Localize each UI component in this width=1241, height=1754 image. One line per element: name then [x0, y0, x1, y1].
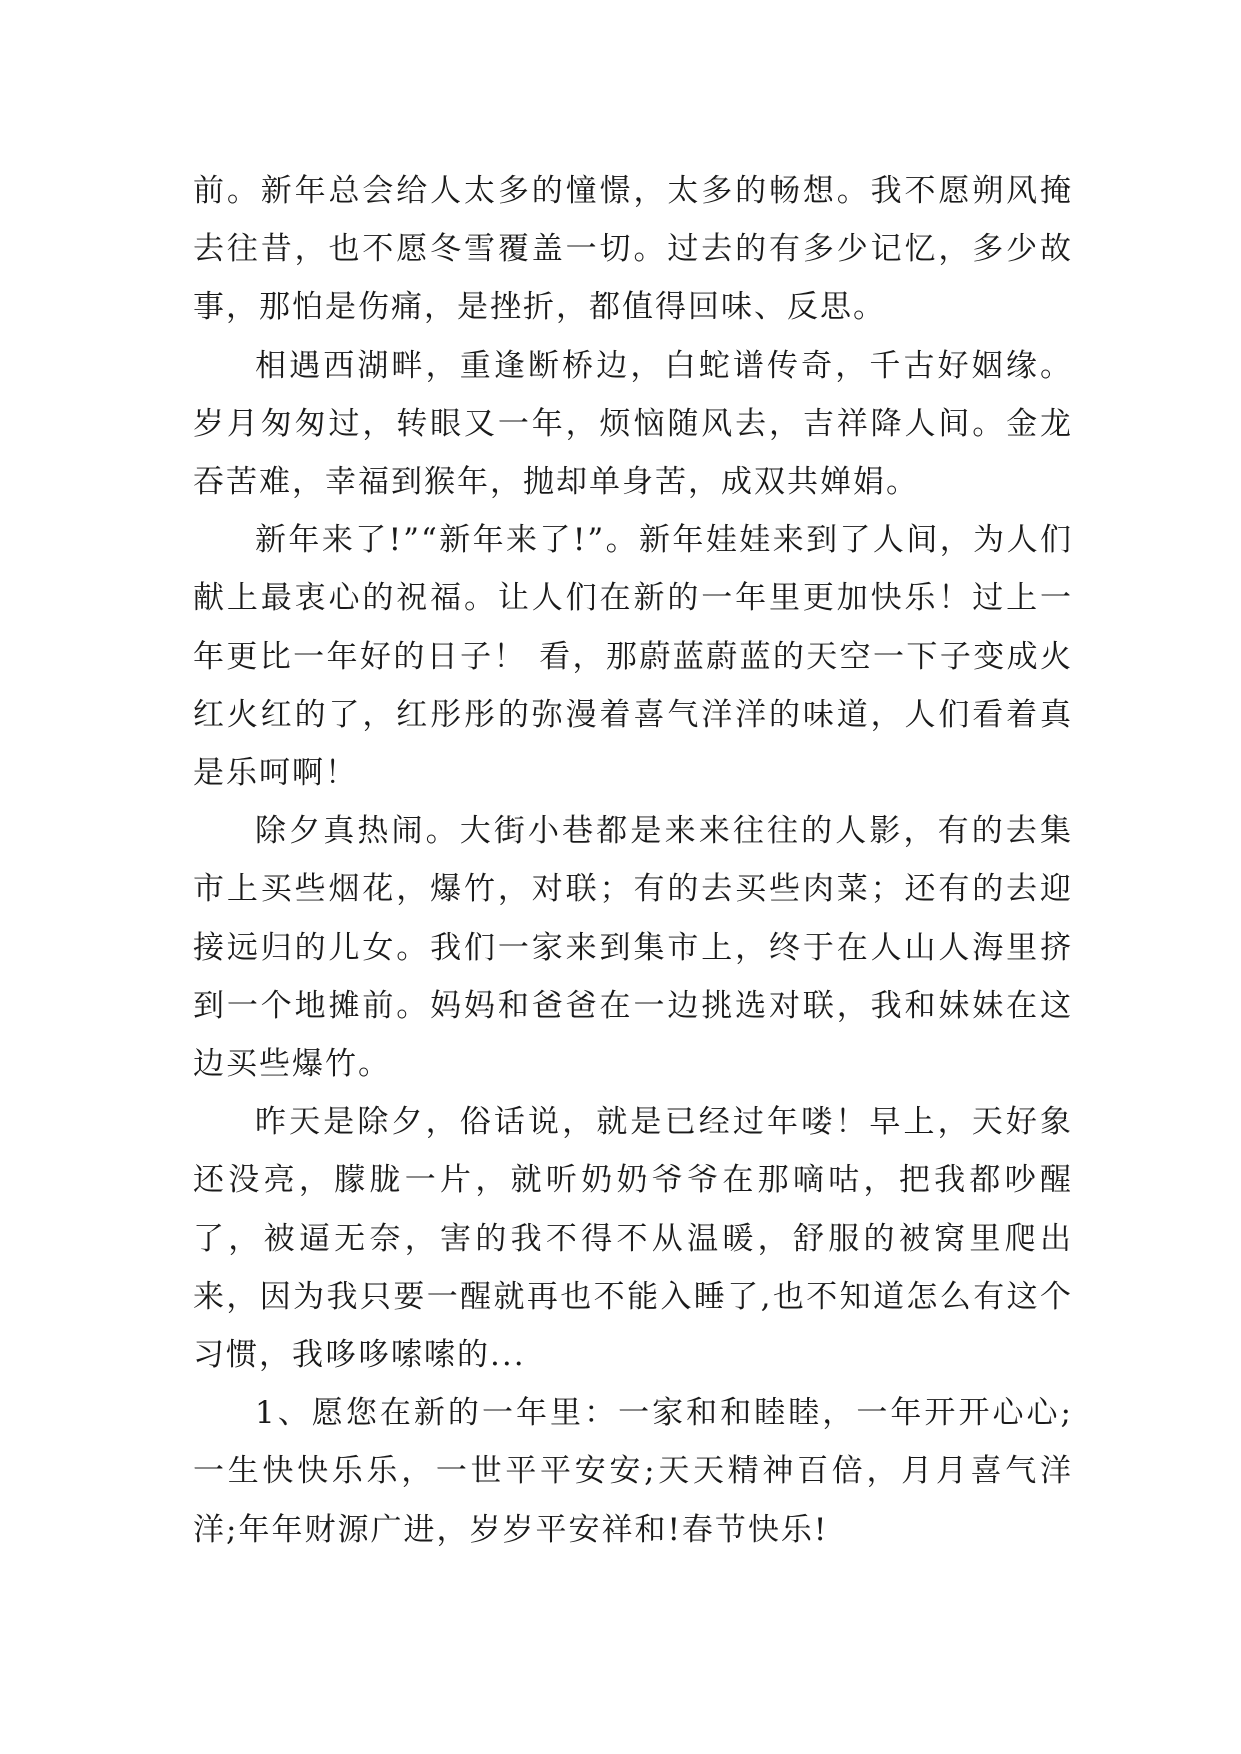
paragraph-4: 除夕真热闹。大街小巷都是来来往往的人影，有的去集市上买些烟花，爆竹，对联；有的去买些肉菜；还有的去迎接远归的儿女。我们一家来到集市上，终于在人山人海里挤到一个地摊前。妈妈和爸爸在一边挑选对联，我和妹妹在这边买些爆竹。: [193, 813, 1073, 1083]
paragraph-6: 1、愿您在新的一年里：一家和和睦睦，一年开开心心;一生快快乐乐，一世平平安安;天天精神百倍，月月喜气洋洋;年年财源广进，岁岁平安祥和!春节快乐!: [193, 1395, 1073, 1548]
paragraph-5: 昨天是除夕，俗话说，就是已经过年喽！早上，天好象还没亮，朦胧一片，就听奶奶爷爷在那嘀咕，把我都吵醒了，被逼无奈，害的我不得不从温暖，舒服的被窝里爬出来，因为我只要一醒就再也不能入睡了,也不知道怎么有这个习惯，我哆哆嗦嗦的...: [193, 1104, 1073, 1374]
paragraph-1: 前。新年总会给人太多的憧憬，太多的畅想。我不愿朔风掩去往昔，也不愿冬雪覆盖一切。过去的有多少记忆，多少故事，那怕是伤痛，是挫折，都值得回味、反思。: [193, 173, 1073, 326]
paragraph-2: 相遇西湖畔，重逢断桥边，白蛇谱传奇，千古好姻缘。岁月匆匆过，转眼又一年，烦恼随风去，吉祥降人间。金龙吞苦难，幸福到猴年，抛却单身苦，成双共婵娟。: [193, 347, 1073, 501]
document-body: [193, 162, 1073, 1559]
paragraph-3: 新年来了!”“新年来了!”。新年娃娃来到了人间，为人们献上最衷心的祝福。让人们在新的一年里更加快乐！过上一年更比一年好的日子！ 看，那蔚蓝蔚蓝的天空一下子变成火红火红的了，红彤彤的弥漫着喜气洋洋的味道，人们看着真是乐呵啊！: [193, 522, 1073, 792]
